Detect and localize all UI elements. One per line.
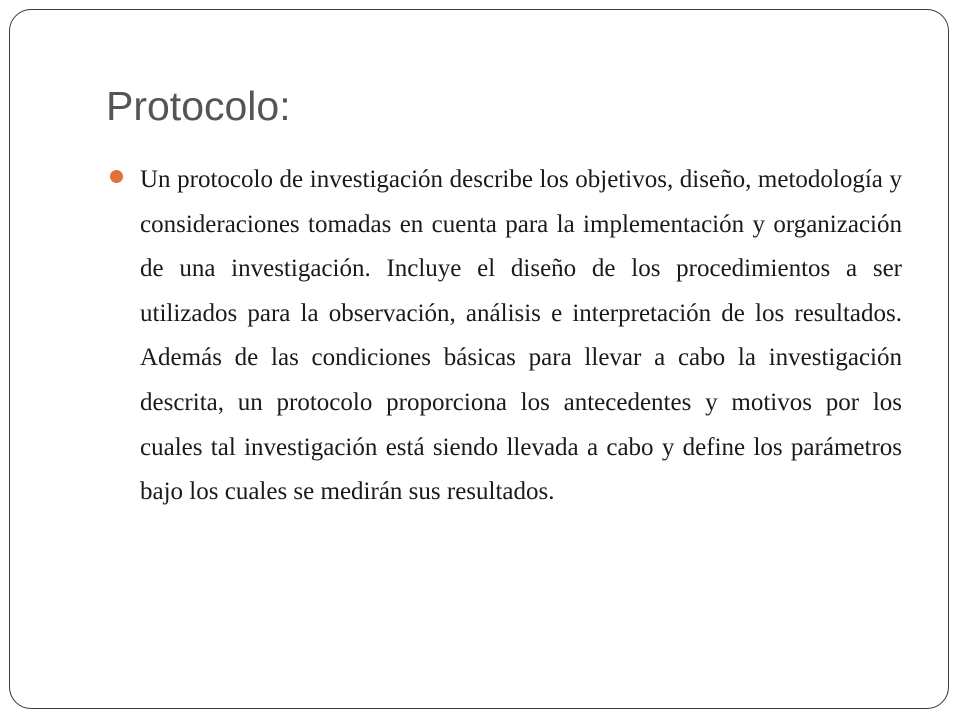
bullet-list-item <box>102 158 902 515</box>
bullet-text: Un protocolo de investigación describe los objetivos, diseño, metodología y consideraciones tomadas en cuenta para la implementación y organización de una investigación. Incluye el diseño de los procedimientos a ser utilizados para la observación, análisis e interpretación de los resultados. Además de las condiciones básicas para llevar a cabo la investigación descrita, un protocolo proporciona los antecedentes y motivos por los cuales tal investigación está siendo llevada a cabo y define los parámetros bajo los cuales se medirán sus resultados. <box>140 166 902 506</box>
bullet-dot-icon <box>110 170 123 183</box>
slide-title: Protocolo: <box>106 83 291 129</box>
